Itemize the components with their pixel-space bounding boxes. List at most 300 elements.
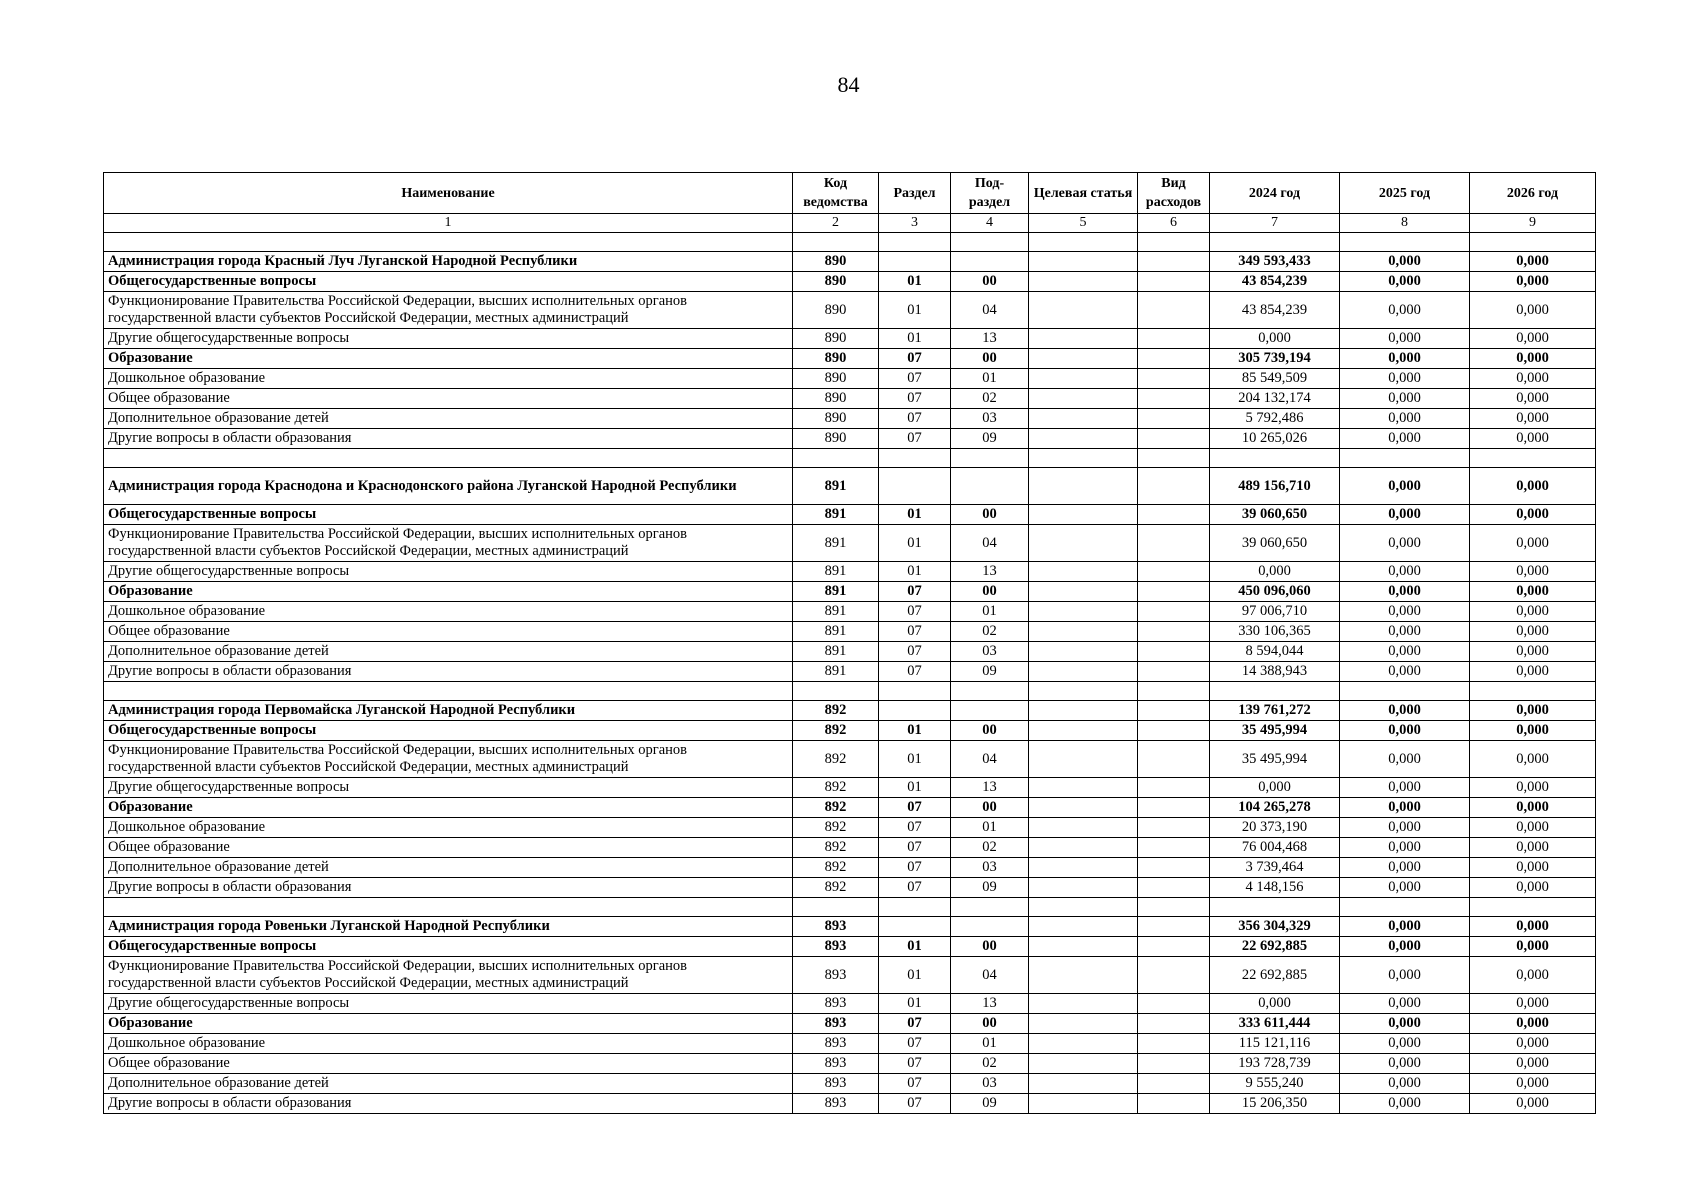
col-header-code: Код ведомства [793, 173, 879, 214]
empty-cell [104, 682, 793, 701]
cell-2026: 0,000 [1470, 642, 1596, 662]
cell-target-article [1029, 1034, 1138, 1054]
cell-target-article [1029, 329, 1138, 349]
cell-2026: 0,000 [1470, 917, 1596, 937]
cell-expense-type [1138, 622, 1210, 642]
col-header-section: Раздел [879, 173, 951, 214]
cell-2025: 0,000 [1340, 957, 1470, 994]
table-row [104, 582, 1596, 602]
cell-section: 07 [879, 429, 951, 449]
cell-2024: 35 495,994 [1210, 721, 1340, 741]
cell-name: Общее образование [104, 838, 793, 858]
cell-dept-code: 891 [793, 468, 879, 505]
table-row [104, 389, 1596, 409]
cell-subsection: 09 [951, 662, 1029, 682]
cell-2024: 43 854,239 [1210, 272, 1340, 292]
table-row [104, 468, 1596, 505]
cell-section: 07 [879, 1074, 951, 1094]
cell-2025: 0,000 [1340, 525, 1470, 562]
table-row [104, 1054, 1596, 1074]
cell-subsection: 00 [951, 505, 1029, 525]
empty-cell [1470, 233, 1596, 252]
cell-section: 01 [879, 525, 951, 562]
empty-cell [104, 898, 793, 917]
empty-cell [879, 449, 951, 468]
cell-subsection: 13 [951, 994, 1029, 1014]
cell-section: 01 [879, 505, 951, 525]
cell-2025: 0,000 [1340, 1074, 1470, 1094]
col-number: 8 [1340, 214, 1470, 233]
column-number-row [104, 214, 1596, 233]
cell-expense-type [1138, 1054, 1210, 1074]
cell-2025: 0,000 [1340, 701, 1470, 721]
cell-subsection: 01 [951, 602, 1029, 622]
cell-2024: 39 060,650 [1210, 505, 1340, 525]
cell-dept-code: 890 [793, 292, 879, 329]
cell-2026: 0,000 [1470, 409, 1596, 429]
cell-dept-code: 892 [793, 878, 879, 898]
cell-name: Другие общегосударственные вопросы [104, 329, 793, 349]
table-row [104, 662, 1596, 682]
empty-cell [1138, 449, 1210, 468]
cell-section: 07 [879, 642, 951, 662]
cell-2024: 356 304,329 [1210, 917, 1340, 937]
cell-2025: 0,000 [1340, 562, 1470, 582]
cell-dept-code: 891 [793, 662, 879, 682]
cell-dept-code: 890 [793, 429, 879, 449]
table-row [104, 602, 1596, 622]
cell-dept-code: 892 [793, 778, 879, 798]
cell-2026: 0,000 [1470, 878, 1596, 898]
cell-name: Образование [104, 582, 793, 602]
table-row [104, 878, 1596, 898]
cell-expense-type [1138, 957, 1210, 994]
spacer-row [104, 898, 1596, 917]
cell-2025: 0,000 [1340, 1054, 1470, 1074]
cell-dept-code: 892 [793, 741, 879, 778]
cell-dept-code: 891 [793, 622, 879, 642]
cell-expense-type [1138, 701, 1210, 721]
spacer-row [104, 233, 1596, 252]
empty-cell [1138, 233, 1210, 252]
cell-target-article [1029, 858, 1138, 878]
cell-section: 01 [879, 721, 951, 741]
cell-expense-type [1138, 329, 1210, 349]
table-row [104, 292, 1596, 329]
cell-2026: 0,000 [1470, 468, 1596, 505]
cell-name: Дошкольное образование [104, 1034, 793, 1054]
cell-target-article [1029, 957, 1138, 994]
cell-2026: 0,000 [1470, 602, 1596, 622]
cell-section [879, 252, 951, 272]
col-header-expense-type: Вид расходов [1138, 173, 1210, 214]
cell-2024: 15 206,350 [1210, 1094, 1340, 1114]
empty-cell [1029, 233, 1138, 252]
empty-cell [793, 233, 879, 252]
empty-cell [793, 449, 879, 468]
empty-cell [104, 233, 793, 252]
table-row [104, 721, 1596, 741]
cell-expense-type [1138, 994, 1210, 1014]
cell-2024: 330 106,365 [1210, 622, 1340, 642]
cell-2025: 0,000 [1340, 409, 1470, 429]
cell-2025: 0,000 [1340, 662, 1470, 682]
cell-2025: 0,000 [1340, 721, 1470, 741]
cell-2024: 139 761,272 [1210, 701, 1340, 721]
cell-name: Образование [104, 349, 793, 369]
cell-subsection: 00 [951, 349, 1029, 369]
header-row [104, 173, 1596, 214]
cell-expense-type [1138, 642, 1210, 662]
col-number: 7 [1210, 214, 1340, 233]
cell-dept-code: 891 [793, 642, 879, 662]
cell-subsection: 01 [951, 1034, 1029, 1054]
cell-name: Другие общегосударственные вопросы [104, 994, 793, 1014]
cell-dept-code: 891 [793, 562, 879, 582]
cell-target-article [1029, 409, 1138, 429]
col-header-2025: 2025 год [1340, 173, 1470, 214]
cell-expense-type [1138, 505, 1210, 525]
cell-target-article [1029, 701, 1138, 721]
cell-subsection [951, 917, 1029, 937]
cell-2026: 0,000 [1470, 505, 1596, 525]
cell-expense-type [1138, 1014, 1210, 1034]
cell-expense-type [1138, 778, 1210, 798]
empty-cell [1340, 233, 1470, 252]
table-body [104, 233, 1596, 1114]
cell-name: Администрация города Первомайска Луганской Народной Республики [104, 701, 793, 721]
cell-dept-code: 893 [793, 1054, 879, 1074]
cell-section: 01 [879, 937, 951, 957]
cell-2026: 0,000 [1470, 741, 1596, 778]
cell-2025: 0,000 [1340, 778, 1470, 798]
cell-name: Дополнительное образование детей [104, 642, 793, 662]
cell-subsection: 04 [951, 741, 1029, 778]
cell-2024: 3 739,464 [1210, 858, 1340, 878]
cell-target-article [1029, 741, 1138, 778]
cell-subsection: 04 [951, 525, 1029, 562]
cell-2026: 0,000 [1470, 369, 1596, 389]
cell-subsection: 00 [951, 721, 1029, 741]
cell-name: Общегосударственные вопросы [104, 272, 793, 292]
cell-2024: 22 692,885 [1210, 937, 1340, 957]
cell-expense-type [1138, 389, 1210, 409]
cell-dept-code: 893 [793, 917, 879, 937]
cell-2024: 76 004,468 [1210, 838, 1340, 858]
cell-dept-code: 893 [793, 1074, 879, 1094]
cell-2024: 193 728,739 [1210, 1054, 1340, 1074]
cell-2026: 0,000 [1470, 778, 1596, 798]
cell-2026: 0,000 [1470, 272, 1596, 292]
cell-section: 07 [879, 1034, 951, 1054]
cell-2026: 0,000 [1470, 721, 1596, 741]
cell-section: 01 [879, 272, 951, 292]
cell-target-article [1029, 838, 1138, 858]
table-row [104, 369, 1596, 389]
empty-cell [1340, 682, 1470, 701]
cell-subsection [951, 701, 1029, 721]
cell-name: Общее образование [104, 622, 793, 642]
table-row [104, 642, 1596, 662]
cell-2024: 85 549,509 [1210, 369, 1340, 389]
cell-section [879, 468, 951, 505]
cell-subsection: 00 [951, 1014, 1029, 1034]
cell-name: Функционирование Правительства Российской Федерации, высших исполнительных органов государственной власти субъектов Российской Федерации, местных администраций [104, 292, 793, 329]
cell-section: 07 [879, 349, 951, 369]
cell-name: Функционирование Правительства Российской Федерации, высших исполнительных органов государственной власти субъектов Российской Федерации, местных администраций [104, 957, 793, 994]
cell-2025: 0,000 [1340, 741, 1470, 778]
cell-2026: 0,000 [1470, 1034, 1596, 1054]
cell-2026: 0,000 [1470, 994, 1596, 1014]
cell-2026: 0,000 [1470, 292, 1596, 329]
cell-subsection: 00 [951, 798, 1029, 818]
cell-2026: 0,000 [1470, 349, 1596, 369]
cell-subsection: 09 [951, 878, 1029, 898]
cell-target-article [1029, 778, 1138, 798]
cell-2024: 20 373,190 [1210, 818, 1340, 838]
cell-2025: 0,000 [1340, 642, 1470, 662]
cell-target-article [1029, 818, 1138, 838]
cell-subsection: 09 [951, 1094, 1029, 1114]
cell-target-article [1029, 369, 1138, 389]
cell-dept-code: 890 [793, 349, 879, 369]
cell-target-article [1029, 429, 1138, 449]
cell-section: 07 [879, 878, 951, 898]
cell-target-article [1029, 1074, 1138, 1094]
cell-target-article [1029, 994, 1138, 1014]
cell-section: 01 [879, 957, 951, 994]
cell-subsection: 03 [951, 858, 1029, 878]
cell-target-article [1029, 642, 1138, 662]
cell-2025: 0,000 [1340, 1014, 1470, 1034]
table-row [104, 838, 1596, 858]
cell-dept-code: 893 [793, 1034, 879, 1054]
budget-table [103, 172, 1596, 1114]
cell-dept-code: 890 [793, 329, 879, 349]
cell-expense-type [1138, 1074, 1210, 1094]
cell-target-article [1029, 292, 1138, 329]
table-row [104, 1014, 1596, 1034]
table-row [104, 525, 1596, 562]
cell-dept-code: 892 [793, 818, 879, 838]
cell-name: Дополнительное образование детей [104, 409, 793, 429]
cell-2025: 0,000 [1340, 468, 1470, 505]
table-row [104, 858, 1596, 878]
empty-cell [793, 682, 879, 701]
cell-2025: 0,000 [1340, 937, 1470, 957]
cell-subsection [951, 252, 1029, 272]
table-row [104, 252, 1596, 272]
cell-subsection: 00 [951, 937, 1029, 957]
cell-2026: 0,000 [1470, 1014, 1596, 1034]
cell-2024: 14 388,943 [1210, 662, 1340, 682]
cell-name: Другие вопросы в области образования [104, 429, 793, 449]
cell-subsection: 01 [951, 818, 1029, 838]
cell-2026: 0,000 [1470, 858, 1596, 878]
cell-2025: 0,000 [1340, 878, 1470, 898]
empty-cell [104, 449, 793, 468]
table-row [104, 818, 1596, 838]
cell-section: 07 [879, 602, 951, 622]
cell-name: Образование [104, 1014, 793, 1034]
cell-2024: 4 148,156 [1210, 878, 1340, 898]
cell-section: 07 [879, 1094, 951, 1114]
cell-name: Другие вопросы в области образования [104, 878, 793, 898]
cell-expense-type [1138, 1094, 1210, 1114]
table-row [104, 917, 1596, 937]
table-row [104, 562, 1596, 582]
cell-2025: 0,000 [1340, 349, 1470, 369]
cell-dept-code: 892 [793, 721, 879, 741]
cell-section: 01 [879, 329, 951, 349]
cell-target-article [1029, 662, 1138, 682]
cell-2025: 0,000 [1340, 622, 1470, 642]
table-row [104, 994, 1596, 1014]
cell-2025: 0,000 [1340, 272, 1470, 292]
cell-dept-code: 892 [793, 701, 879, 721]
empty-cell [1210, 682, 1340, 701]
cell-name: Дошкольное образование [104, 818, 793, 838]
cell-2026: 0,000 [1470, 818, 1596, 838]
table-row [104, 1034, 1596, 1054]
cell-subsection: 04 [951, 292, 1029, 329]
cell-target-article [1029, 389, 1138, 409]
empty-cell [1210, 898, 1340, 917]
cell-2026: 0,000 [1470, 838, 1596, 858]
cell-section: 07 [879, 369, 951, 389]
cell-2026: 0,000 [1470, 1074, 1596, 1094]
cell-dept-code: 891 [793, 525, 879, 562]
empty-cell [1210, 449, 1340, 468]
cell-expense-type [1138, 602, 1210, 622]
col-header-name: Наименование [104, 173, 793, 214]
cell-2024: 305 739,194 [1210, 349, 1340, 369]
cell-dept-code: 891 [793, 602, 879, 622]
cell-name: Другие вопросы в области образования [104, 662, 793, 682]
col-number: 5 [1029, 214, 1138, 233]
cell-2024: 0,000 [1210, 329, 1340, 349]
cell-2024: 10 265,026 [1210, 429, 1340, 449]
table-row [104, 937, 1596, 957]
table-row [104, 349, 1596, 369]
empty-cell [879, 233, 951, 252]
cell-target-article [1029, 602, 1138, 622]
cell-2025: 0,000 [1340, 994, 1470, 1014]
cell-expense-type [1138, 468, 1210, 505]
empty-cell [1138, 898, 1210, 917]
cell-2026: 0,000 [1470, 937, 1596, 957]
cell-target-article [1029, 562, 1138, 582]
table-row [104, 1074, 1596, 1094]
cell-section: 07 [879, 858, 951, 878]
cell-subsection: 02 [951, 1054, 1029, 1074]
cell-section: 01 [879, 994, 951, 1014]
cell-2024: 349 593,433 [1210, 252, 1340, 272]
cell-target-article [1029, 252, 1138, 272]
empty-cell [1210, 233, 1340, 252]
cell-target-article [1029, 622, 1138, 642]
cell-2024: 450 096,060 [1210, 582, 1340, 602]
cell-dept-code: 892 [793, 798, 879, 818]
cell-name: Другие общегосударственные вопросы [104, 778, 793, 798]
cell-2024: 115 121,116 [1210, 1034, 1340, 1054]
cell-expense-type [1138, 562, 1210, 582]
cell-name: Дошкольное образование [104, 369, 793, 389]
col-header-2026: 2026 год [1470, 173, 1596, 214]
cell-2026: 0,000 [1470, 662, 1596, 682]
cell-2025: 0,000 [1340, 505, 1470, 525]
cell-name: Функционирование Правительства Российской Федерации, высших исполнительных органов государственной власти субъектов Российской Федерации, местных администраций [104, 525, 793, 562]
cell-expense-type [1138, 349, 1210, 369]
cell-section: 01 [879, 562, 951, 582]
table-row [104, 741, 1596, 778]
cell-target-article [1029, 525, 1138, 562]
cell-dept-code: 892 [793, 858, 879, 878]
cell-name: Другие общегосударственные вопросы [104, 562, 793, 582]
col-header-target: Целевая статья [1029, 173, 1138, 214]
cell-expense-type [1138, 858, 1210, 878]
cell-2025: 0,000 [1340, 582, 1470, 602]
cell-dept-code: 891 [793, 582, 879, 602]
cell-subsection: 02 [951, 622, 1029, 642]
cell-expense-type [1138, 741, 1210, 778]
cell-2026: 0,000 [1470, 701, 1596, 721]
cell-subsection: 09 [951, 429, 1029, 449]
cell-expense-type [1138, 429, 1210, 449]
empty-cell [1470, 898, 1596, 917]
cell-expense-type [1138, 818, 1210, 838]
cell-target-article [1029, 582, 1138, 602]
cell-dept-code: 893 [793, 957, 879, 994]
cell-section: 07 [879, 1054, 951, 1074]
cell-target-article [1029, 917, 1138, 937]
table-row [104, 701, 1596, 721]
cell-name: Администрация города Краснодона и Краснодонского района Луганской Народной Республики [104, 468, 793, 505]
cell-2026: 0,000 [1470, 429, 1596, 449]
cell-dept-code: 893 [793, 937, 879, 957]
cell-name: Другие вопросы в области образования [104, 1094, 793, 1114]
page-number: 84 [837, 72, 860, 97]
cell-expense-type [1138, 369, 1210, 389]
cell-target-article [1029, 937, 1138, 957]
cell-2026: 0,000 [1470, 329, 1596, 349]
empty-cell [879, 898, 951, 917]
cell-2024: 0,000 [1210, 994, 1340, 1014]
cell-name: Образование [104, 798, 793, 818]
cell-subsection: 00 [951, 272, 1029, 292]
empty-cell [1029, 682, 1138, 701]
empty-cell [1029, 449, 1138, 468]
table-row [104, 1094, 1596, 1114]
cell-dept-code: 890 [793, 252, 879, 272]
spacer-row [104, 682, 1596, 701]
cell-expense-type [1138, 878, 1210, 898]
cell-dept-code: 892 [793, 838, 879, 858]
cell-2025: 0,000 [1340, 798, 1470, 818]
cell-dept-code: 893 [793, 994, 879, 1014]
cell-2024: 43 854,239 [1210, 292, 1340, 329]
empty-cell [1340, 449, 1470, 468]
cell-expense-type [1138, 252, 1210, 272]
cell-target-article [1029, 349, 1138, 369]
empty-cell [1029, 898, 1138, 917]
col-number: 3 [879, 214, 951, 233]
cell-name: Дошкольное образование [104, 602, 793, 622]
cell-section: 07 [879, 818, 951, 838]
cell-2026: 0,000 [1470, 798, 1596, 818]
cell-target-article [1029, 878, 1138, 898]
col-header-subsection: Под-раздел [951, 173, 1029, 214]
